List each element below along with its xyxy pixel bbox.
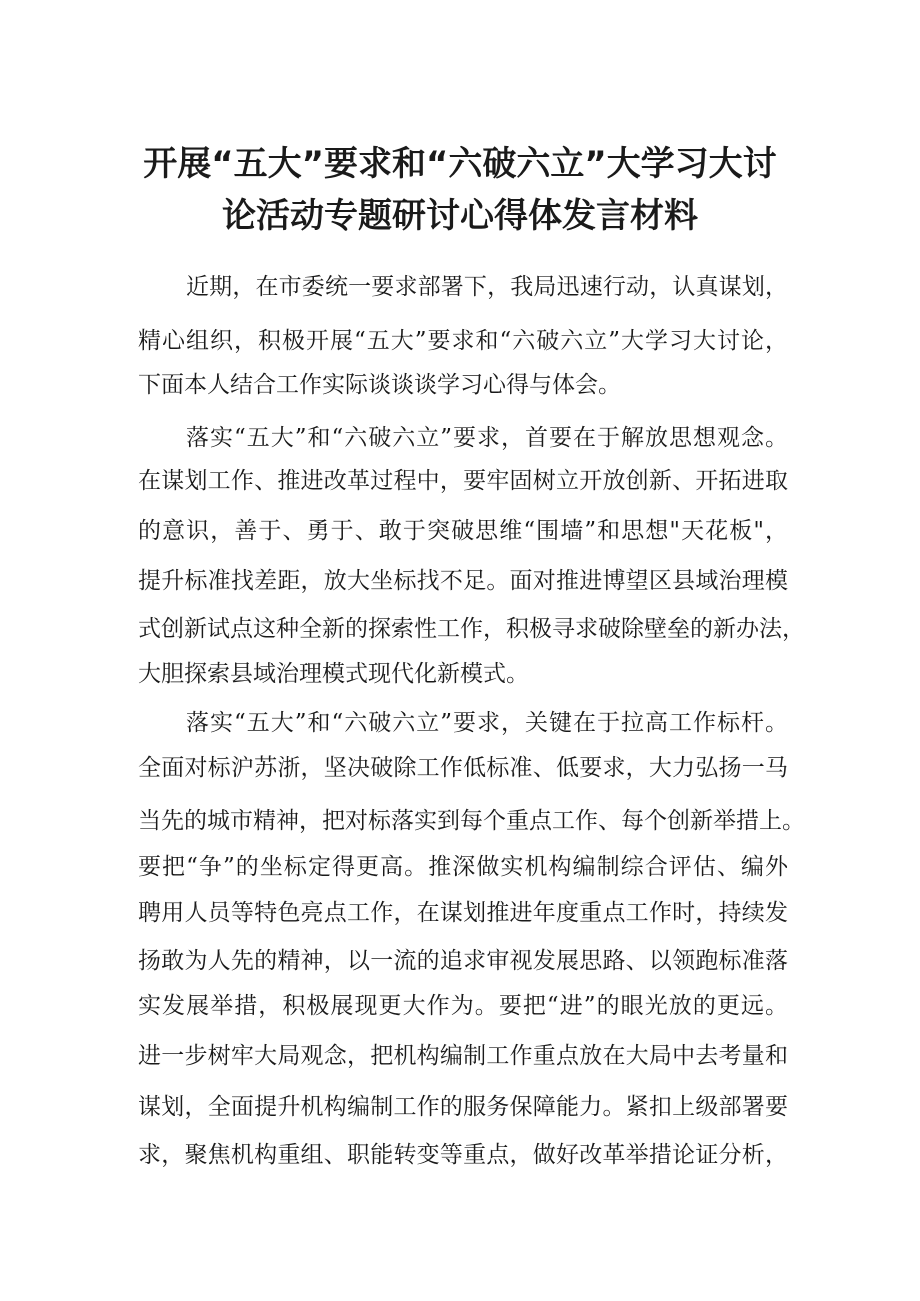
- paragraph-2-line-6: 大胆探索县域治理模式现代化新模式。: [138, 661, 529, 687]
- paragraph-2-line-1: 落实“五大”和“六破六立”要求，首要在于解放思想观念。: [186, 425, 788, 451]
- paragraph-3-line-10: 求，聚焦机构重组、职能转变等重点，做好改革举措论证分析，: [138, 1142, 788, 1168]
- paragraph-2-line-3: 的意识，善于、勇于、敢于突破思维“围墙”和思想"天花板"，: [138, 518, 788, 544]
- paragraph-3-line-4: 要把“争”的坐标定得更高。推深做实机构编制综合评估、编外: [138, 854, 788, 880]
- paragraph-1-line-3: 下面本人结合工作实际谈谈谈学习心得与体会。: [138, 372, 621, 398]
- paragraph-3-line-7: 实发展举措，积极展现更大作为。要把“进”的眼光放的更远。: [138, 993, 788, 1019]
- paragraph-3-line-6: 扬敢为人先的精神，以一流的追求审视发展思路、以领跑标准落: [138, 948, 788, 974]
- document-title-line-1: 开展“五大”要求和“六破六立”大学习大讨: [143, 144, 777, 184]
- paragraph-3-line-1: 落实“五大”和“六破六立”要求，关键在于拉高工作标杆。: [186, 710, 788, 736]
- paragraph-1-line-2: 精心组织，积极开展“五大”要求和“六破六立”大学习大讨论，: [138, 328, 788, 354]
- paragraph-2-line-5: 式创新试点这种全新的探索性工作，积极寻求破除壁垒的新办法，: [138, 616, 805, 642]
- paragraph-3-line-5: 聘用人员等特色亮点工作，在谋划推进年度重点工作时，持续发: [138, 900, 788, 926]
- paragraph-1-line-1: 近期，在市委统一要求部署下，我局迅速行动，认真谋划，: [186, 274, 788, 300]
- paragraph-3-line-3: 当先的城市精神，把对标落实到每个重点工作、每个创新举措上。: [138, 808, 805, 834]
- paragraph-3-line-2: 全面对标沪苏浙，坚决破除工作低标准、低要求，大力弘扬一马: [138, 755, 788, 781]
- paragraph-3-line-8: 进一步树牢大局观念，把机构编制工作重点放在大局中去考量和: [138, 1043, 788, 1069]
- paragraph-2-line-4: 提升标准找差距，放大坐标找不足。面对推进博望区县域治理模: [138, 568, 788, 594]
- paragraph-2-line-2: 在谋划工作、推进改革过程中，要牢固树立开放创新、开拓进取: [138, 468, 788, 494]
- paragraph-3-line-9: 谋划，全面提升机构编制工作的服务保障能力。紧扣上级部署要: [138, 1094, 788, 1120]
- document-title-line-2: 论活动专题研讨心得体发言材料: [222, 196, 698, 236]
